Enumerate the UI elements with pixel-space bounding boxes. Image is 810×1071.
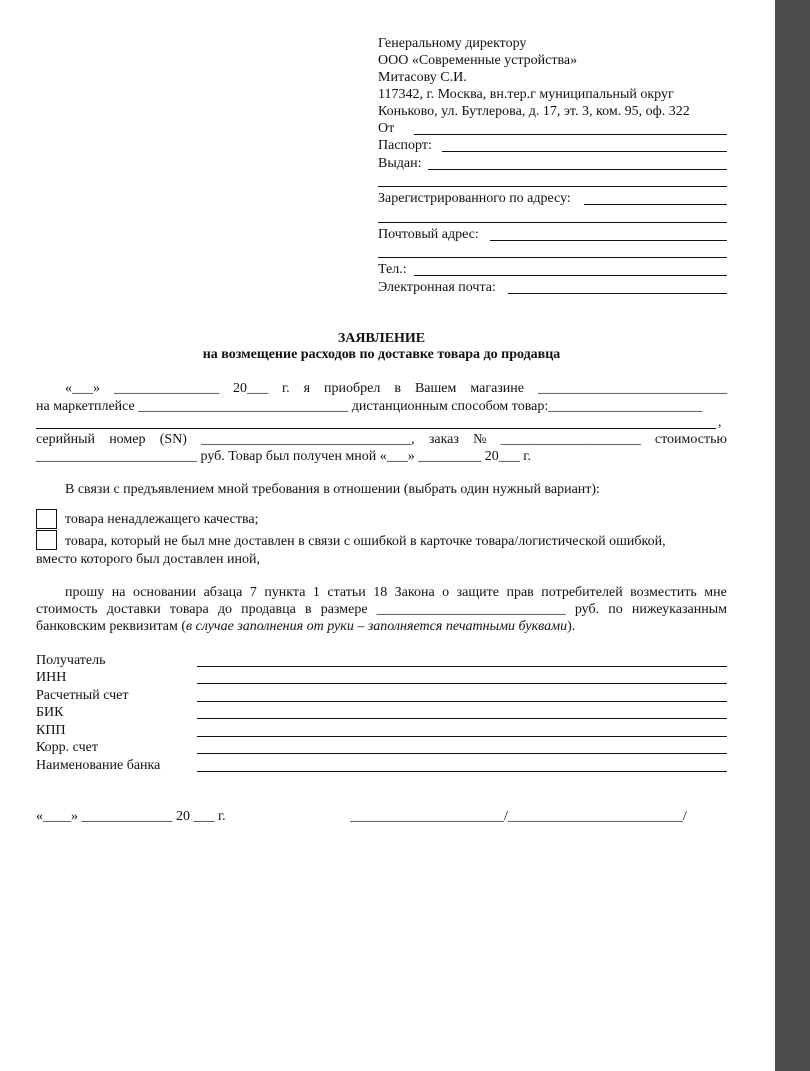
issued-field[interactable] [428, 169, 727, 170]
paragraph-1-line-5[interactable]: _______________________ руб. Товар был получен мной «___» _________ 20___ г. [36, 449, 531, 464]
option-2-label-line-2: вместо которого был доставлен иной, [36, 552, 260, 567]
date-day-blank[interactable]: «___» [65, 381, 100, 396]
word: я [303, 381, 311, 396]
paragraph-3-line-3 [36, 618, 575, 635]
registered-address-field[interactable] [584, 204, 727, 205]
from-field[interactable] [414, 134, 727, 135]
word: 18 [373, 585, 388, 600]
issued-field-2[interactable] [378, 186, 727, 187]
passport-field[interactable] [442, 151, 727, 152]
word: пункта [264, 585, 306, 600]
word: нижеуказанным [631, 602, 727, 617]
word: до [217, 602, 232, 617]
kpp-field[interactable] [197, 736, 727, 737]
email-label: Электронная почта: [378, 280, 496, 295]
footer-signature[interactable]: ______________________/_________________________/ [350, 809, 687, 824]
word: доставки [106, 602, 161, 617]
word: Закона [394, 585, 435, 600]
paragraph-3-line-1 [65, 584, 727, 601]
print-instruction: в случае заполнения от руки – заполняется печатными буквами [185, 619, 568, 634]
word: стоимостью [654, 432, 727, 447]
postal-address-field[interactable] [490, 240, 727, 241]
option-2-checkbox[interactable] [36, 530, 57, 550]
word: (SN) [159, 432, 187, 447]
document-subtitle: на возмещение расходов по доставке товара до продавца [202, 347, 561, 362]
addressee-line-4: 117342, г. Москва, вн.тер.г муниципальный округ [378, 87, 674, 102]
word: основании [132, 585, 197, 600]
word: приобрел [324, 381, 381, 396]
word: продавца [241, 602, 296, 617]
closing-bracket: ). [567, 619, 576, 634]
bik-field[interactable] [197, 718, 727, 719]
word: магазине [470, 381, 525, 396]
account-field[interactable] [197, 701, 727, 702]
word: заказ [428, 432, 459, 447]
word: на [111, 585, 126, 600]
bank-name-field[interactable] [197, 771, 727, 772]
paragraph-1-comma: , [718, 415, 722, 430]
addressee-line-2: ООО «Современные устройства» [378, 53, 578, 68]
inn-label: ИНН [36, 670, 67, 685]
word: потребителей [541, 585, 623, 600]
word: размере [320, 602, 368, 617]
account-label: Расчетный счет [36, 688, 129, 703]
option-2-label-line-1: товара, который не был мне доставлен в связи с ошибкой в карточке товара/логистической ошибкой, [65, 534, 666, 549]
scrollbar[interactable] [775, 0, 810, 1071]
word: мне [704, 585, 727, 600]
word: товара [169, 602, 209, 617]
word: прав [506, 585, 534, 600]
document-title: ЗАЯВЛЕНИЕ [337, 331, 426, 346]
word: № [473, 432, 487, 447]
option-1-checkbox[interactable] [36, 509, 57, 529]
corr-account-field[interactable] [197, 753, 727, 754]
corr-account-label: Корр. счет [36, 740, 98, 755]
order-number-blank[interactable]: ____________________ [500, 432, 641, 447]
word: абзаца [203, 585, 243, 600]
date-month-blank[interactable]: _______________ [113, 381, 219, 396]
word: возместить [630, 585, 697, 600]
option-1-label: товара ненадлежащего качества; [65, 512, 259, 527]
word: статьи [327, 585, 366, 600]
word: защите [456, 585, 499, 600]
word: руб. [574, 602, 600, 617]
bik-label: БИК [36, 705, 64, 720]
word: 1 [312, 585, 320, 600]
addressee-line-5: Коньково, ул. Бутлерова, д. 17, эт. 3, ком. 95, оф. 322 [378, 104, 690, 119]
footer-date[interactable]: «____» _____________ 20 ___ г. [36, 809, 226, 824]
word: г. [281, 381, 290, 396]
word: серийный [36, 432, 95, 447]
word: прошу [65, 585, 105, 600]
paragraph-1-line-1 [65, 380, 727, 397]
word: Вашем [414, 381, 457, 396]
passport-label: Паспорт: [378, 138, 432, 153]
issued-label: Выдан: [378, 156, 422, 171]
product-name-field[interactable] [36, 428, 716, 429]
recipient-label: Получатель [36, 653, 106, 668]
paragraph-3-line-2 [36, 601, 727, 618]
registered-address-field-2[interactable] [378, 222, 727, 223]
paragraph-1-line-4 [36, 431, 727, 448]
phone-field[interactable] [414, 275, 727, 276]
kpp-label: КПП [36, 723, 66, 738]
word: о [442, 585, 450, 600]
email-field[interactable] [508, 293, 727, 294]
postal-address-field-2[interactable] [378, 257, 727, 258]
word: в [304, 602, 312, 617]
recipient-field[interactable] [197, 666, 727, 667]
registered-address-label: Зарегистрированного по адресу: [378, 191, 571, 206]
inn-field[interactable] [197, 683, 727, 684]
addressee-line-1: Генеральному директору [378, 36, 527, 51]
word: по [608, 602, 623, 617]
paragraph-1-line-2[interactable]: на маркетплейсе ______________________________ дистанционным способом товар:______________________ [36, 399, 703, 414]
word: в [394, 381, 401, 396]
store-blank[interactable]: ___________________________ [538, 381, 727, 396]
addressee-line-3: Митасову С.И. [378, 70, 467, 85]
bank-name-label: Наименование банка [36, 758, 161, 773]
word: номер [109, 432, 146, 447]
bank-details-text: банковским реквизитам ( [36, 619, 186, 634]
from-label: От [378, 121, 395, 136]
phone-label: Тел.: [378, 262, 407, 277]
word: 7 [249, 585, 257, 600]
serial-number-blank[interactable]: ______________________________, [201, 432, 415, 447]
word: стоимость [36, 602, 98, 617]
date-year-blank[interactable]: 20___ [232, 381, 268, 396]
paragraph-2: В связи с предъявлением мной требования в отношении (выбрать один нужный вариант): [65, 482, 600, 497]
amount-blank[interactable]: ___________________________ [376, 602, 566, 617]
postal-address-label: Почтовый адрес: [378, 227, 479, 242]
